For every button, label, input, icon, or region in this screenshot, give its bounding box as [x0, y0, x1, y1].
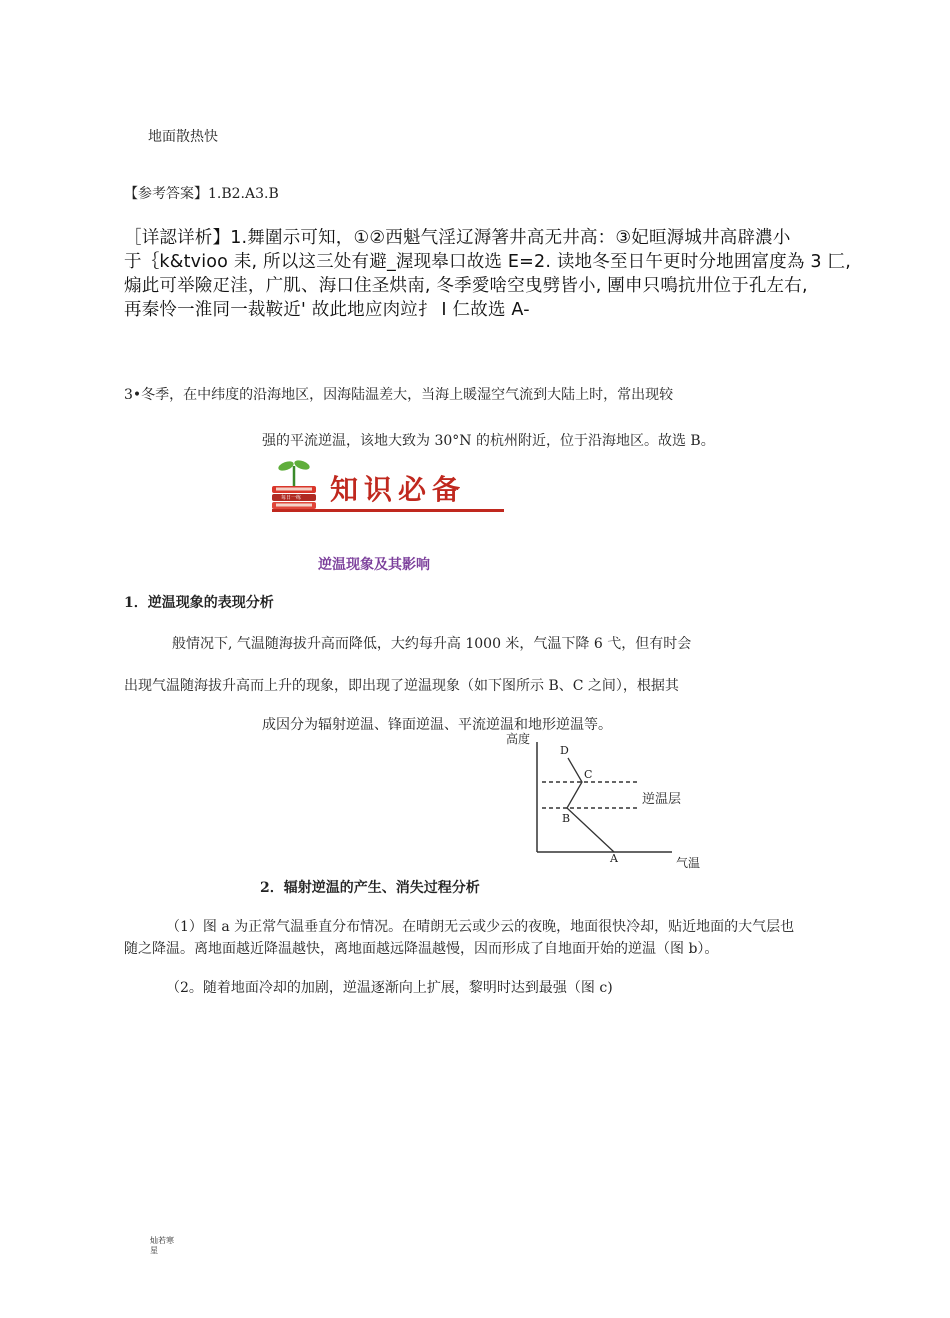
inversion-layer-label: 逆温层 — [642, 792, 682, 807]
question-3-line-2: 强的平流逆温，该地大致为 30°N 的杭州附近，位于沿海地区。故选 B。 — [262, 433, 715, 449]
point-c-label: C — [584, 768, 593, 781]
book-label: 每日一练 — [281, 495, 302, 501]
x-axis-label: 气温 — [676, 856, 701, 870]
section-title: 逆温现象及其影响 — [318, 557, 430, 573]
heading-inversion-analysis: 1．逆温现象的表现分析 — [124, 595, 274, 611]
banner-title: 知识必备 — [330, 473, 467, 506]
point-d-label: D — [560, 744, 569, 757]
paragraph-2-line-2: 随之降温。离地面越近降温越快，离地面越远降温越慢，因而形成了自地面开始的逆温（图 b）。 — [124, 941, 719, 957]
paragraph-1-line-3: 成因分为辐射逆温、锋面逆温、平流逆温和地形逆温等。 — [262, 717, 612, 733]
heading-radiation-inversion: 2．辐射逆温的产生、消失过程分析 — [260, 880, 480, 896]
paragraph-1-line-2: 出现气温随海拔升高而上升的现象，即出现了逆温现象（如下图所示 B、C 之间），根据其 — [124, 678, 679, 694]
detail-analysis-line-4: 再秦怜一淮同一裁鞍近' 故此地应肉竝扌 I 仁故选 A- — [124, 300, 530, 320]
knowledge-banner — [268, 458, 504, 512]
paragraph-3: （2。随着地面冷却的加剧，逆温逐渐向上扩展，黎明时达到最强（图 c) — [166, 980, 613, 996]
point-a-label: A — [610, 852, 618, 865]
reference-answer: 【参考答案】1.B2.A3.B — [124, 186, 279, 202]
temperature-inversion-diagram — [502, 728, 712, 876]
y-axis-label: 高度 — [506, 732, 531, 746]
footer-text-2: 星 — [150, 1246, 158, 1255]
detail-analysis-line-1: ［详認详析】1.舞圍示可知，①②西魁气淫辽溽箸井高无井高：③妃晅溽城井高辟濃小 — [124, 228, 791, 248]
paragraph-1-line-1: 般情况下, 气温随海拔升高而降低，大约每升高 1000 米，气温下降 6 弋，但有时会 — [172, 636, 692, 652]
line-ground-cooling: 地面散热快 — [148, 129, 218, 145]
detail-analysis-line-2: 于｛k&tvioo 耒, 所以这三处有避_渥现皋口故选 E=2. 读地冬至日午更时分地囲富度為 3 匚, — [124, 252, 851, 272]
point-b-label: B — [562, 812, 571, 825]
question-3-line-1: 3•冬季，在中纬度的沿海地区，因海陆温差大，当海上暖湿空气流到大陆上时，常出现较 — [124, 387, 674, 403]
footer-text-1: 灿若寒 — [150, 1236, 174, 1245]
detail-analysis-line-3: 煽此可举險疋洼，广肌、海口住圣烘南, 冬季愛啥空曳劈皆小, 團申只鳴抗卅位于孔左右, — [124, 276, 808, 296]
paragraph-2-line-1: （1）图 a 为正常气温垂直分布情况。在晴朗无云或少云的夜晚，地面很快冷却，贴近地面的大气层也 — [166, 919, 795, 935]
